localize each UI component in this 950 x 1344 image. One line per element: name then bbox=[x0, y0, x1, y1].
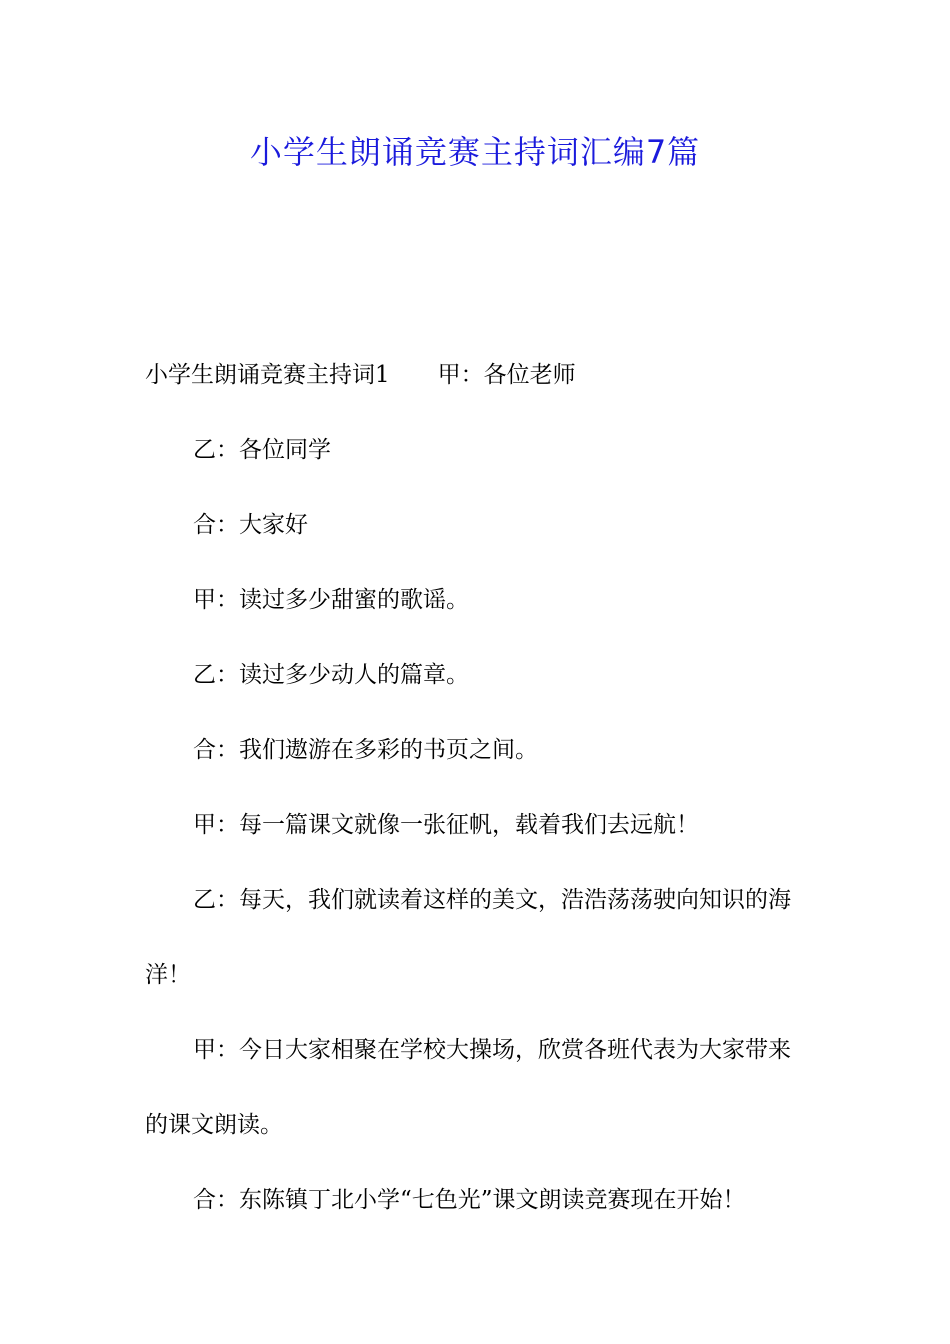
dialogue-paragraph: 合：东陈镇丁北小学“七色光”课文朗读竞赛现在开始！ bbox=[193, 1187, 746, 1213]
dialogue-paragraph: 合：我们遨游在多彩的书页之间。 bbox=[193, 737, 538, 763]
dialogue-line: 甲：各位老师 bbox=[437, 362, 576, 388]
section-heading-line bbox=[145, 338, 807, 413]
page-title: 小学生朗诵竞赛主持词汇编7篇 bbox=[249, 133, 701, 171]
dialogue-paragraph: 乙：读过多少动人的篇章。 bbox=[193, 662, 469, 688]
document-body bbox=[145, 338, 807, 1238]
dialogue-paragraph: 甲：今日大家相聚在学校大操场，欣赏各班代表为大家带来的课文朗读。 bbox=[145, 1037, 791, 1138]
dialogue-paragraph: 乙：每天，我们就读着这样的美文，浩浩荡荡驶向知识的海洋！ bbox=[145, 887, 791, 988]
dialogue-paragraph: 甲：读过多少甜蜜的歌谣。 bbox=[193, 587, 469, 613]
dialogue-paragraph: 甲：每一篇课文就像一张征帆，载着我们去远航！ bbox=[193, 812, 699, 838]
dialogue-paragraph: 乙：各位同学 bbox=[193, 437, 331, 463]
section-heading: 小学生朗诵竞赛主持词1 bbox=[145, 362, 390, 388]
dialogue-paragraph: 合：大家好 bbox=[193, 512, 308, 538]
